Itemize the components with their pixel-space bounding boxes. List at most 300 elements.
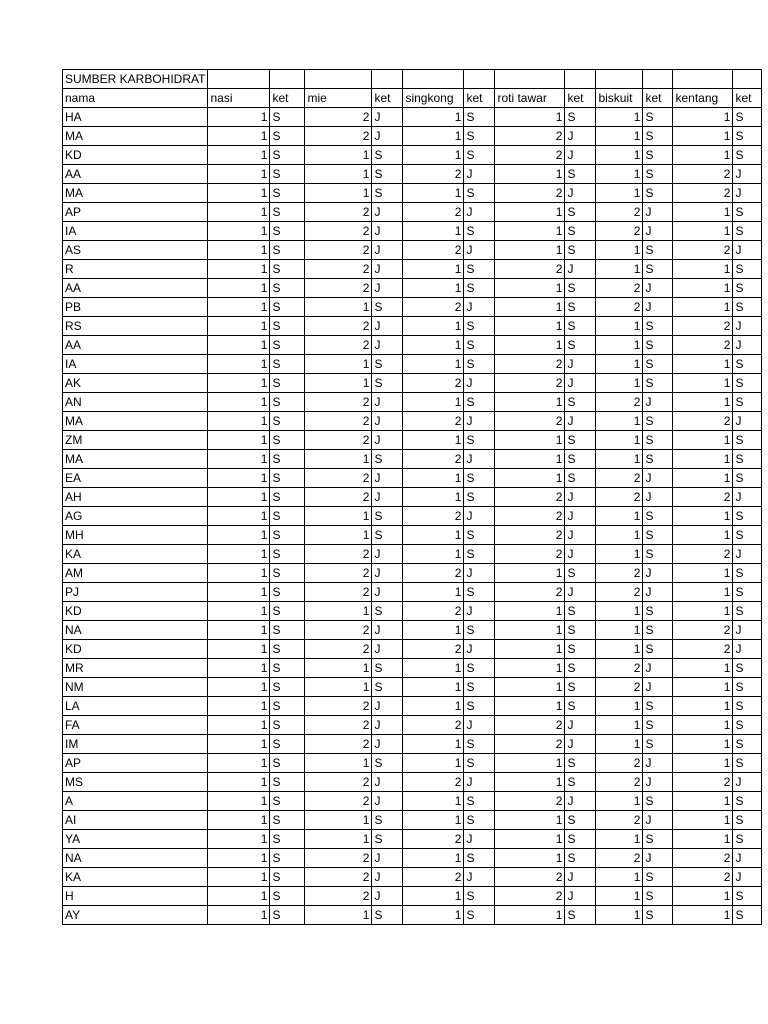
table-cell[interactable]: S	[464, 526, 495, 545]
table-cell[interactable]: S	[733, 279, 762, 298]
table-cell[interactable]: 2	[305, 640, 372, 659]
table-cell[interactable]: 2	[305, 431, 372, 450]
table-cell[interactable]: S	[733, 146, 762, 165]
table-cell[interactable]: 1	[596, 887, 643, 906]
table-cell[interactable]: S	[643, 336, 673, 355]
table-cell[interactable]: 2	[305, 241, 372, 260]
table-cell[interactable]: J	[464, 716, 495, 735]
table-cell[interactable]: 1	[596, 602, 643, 621]
table-cell[interactable]: 2	[305, 792, 372, 811]
table-cell[interactable]: S	[372, 165, 403, 184]
table-cell[interactable]: AG	[63, 507, 208, 526]
table-cell[interactable]: 1	[673, 203, 733, 222]
table-cell[interactable]: 1	[673, 716, 733, 735]
table-cell[interactable]: AN	[63, 393, 208, 412]
table-cell[interactable]: J	[733, 640, 762, 659]
table-cell[interactable]: J	[643, 279, 673, 298]
table-cell[interactable]: J	[565, 735, 596, 754]
table-cell[interactable]: 1	[596, 165, 643, 184]
table-cell[interactable]: AA	[63, 165, 208, 184]
table-cell[interactable]: 1	[495, 906, 565, 925]
table-cell[interactable]: IM	[63, 735, 208, 754]
table-cell[interactable]: 1	[596, 640, 643, 659]
table-cell[interactable]: S	[565, 469, 596, 488]
table-cell[interactable]: J	[565, 146, 596, 165]
table-cell[interactable]: 1	[208, 374, 270, 393]
table-cell[interactable]: AP	[63, 203, 208, 222]
table-cell[interactable]: 1	[495, 564, 565, 583]
table-cell[interactable]: 1	[673, 298, 733, 317]
table-cell[interactable]: 1	[403, 260, 464, 279]
table-cell[interactable]: S	[372, 811, 403, 830]
empty-cell[interactable]	[733, 70, 762, 89]
table-cell[interactable]: AK	[63, 374, 208, 393]
table-cell[interactable]: J	[372, 640, 403, 659]
table-cell[interactable]: 2	[305, 203, 372, 222]
table-cell[interactable]: 1	[305, 184, 372, 203]
table-cell[interactable]: 2	[673, 317, 733, 336]
table-cell[interactable]: 2	[305, 887, 372, 906]
table-cell[interactable]: S	[733, 659, 762, 678]
table-cell[interactable]: S	[270, 469, 305, 488]
table-cell[interactable]: 1	[596, 184, 643, 203]
table-cell[interactable]: AY	[63, 906, 208, 925]
table-cell[interactable]: S	[270, 507, 305, 526]
table-cell[interactable]: HA	[63, 108, 208, 127]
table-cell[interactable]: 1	[403, 393, 464, 412]
table-cell[interactable]: 1	[208, 317, 270, 336]
table-cell[interactable]: J	[372, 792, 403, 811]
table-cell[interactable]: S	[565, 697, 596, 716]
table-cell[interactable]: S	[565, 849, 596, 868]
empty-cell[interactable]	[495, 70, 565, 89]
table-cell[interactable]: S	[464, 849, 495, 868]
table-cell[interactable]: S	[643, 146, 673, 165]
table-cell[interactable]: 1	[495, 659, 565, 678]
table-cell[interactable]: J	[643, 811, 673, 830]
table-cell[interactable]: J	[372, 887, 403, 906]
table-cell[interactable]: 1	[208, 260, 270, 279]
table-cell[interactable]: 2	[495, 583, 565, 602]
table-cell[interactable]: 1	[495, 393, 565, 412]
table-cell[interactable]: 2	[305, 849, 372, 868]
table-cell[interactable]: S	[270, 488, 305, 507]
table-cell[interactable]: S	[270, 412, 305, 431]
table-cell[interactable]: 1	[495, 431, 565, 450]
table-cell[interactable]: S	[565, 279, 596, 298]
table-cell[interactable]: S	[372, 526, 403, 545]
table-cell[interactable]: J	[464, 412, 495, 431]
table-cell[interactable]: 1	[596, 830, 643, 849]
table-cell[interactable]: 1	[673, 735, 733, 754]
table-cell[interactable]: S	[464, 469, 495, 488]
table-cell[interactable]: 1	[403, 222, 464, 241]
table-cell[interactable]: 1	[208, 488, 270, 507]
table-cell[interactable]: 1	[495, 450, 565, 469]
table-cell[interactable]: S	[372, 678, 403, 697]
table-cell[interactable]: 1	[673, 659, 733, 678]
table-cell[interactable]: S	[464, 887, 495, 906]
table-cell[interactable]: 2	[403, 507, 464, 526]
table-cell[interactable]: 2	[495, 735, 565, 754]
table-cell[interactable]: 2	[305, 716, 372, 735]
table-cell[interactable]: 2	[673, 165, 733, 184]
table-cell[interactable]: S	[733, 830, 762, 849]
table-cell[interactable]: S	[643, 792, 673, 811]
empty-cell[interactable]	[464, 70, 495, 89]
table-cell[interactable]: J	[372, 127, 403, 146]
table-cell[interactable]: NA	[63, 849, 208, 868]
table-cell[interactable]: 2	[305, 583, 372, 602]
table-cell[interactable]: 1	[208, 564, 270, 583]
table-cell[interactable]: 1	[403, 146, 464, 165]
table-cell[interactable]: 2	[673, 868, 733, 887]
table-cell[interactable]: 1	[403, 108, 464, 127]
table-cell[interactable]: S	[565, 241, 596, 260]
table-cell[interactable]: J	[372, 279, 403, 298]
table-cell[interactable]: 1	[305, 450, 372, 469]
table-cell[interactable]: 1	[495, 165, 565, 184]
table-cell[interactable]: 1	[403, 659, 464, 678]
table-cell[interactable]: 1	[403, 849, 464, 868]
table-cell[interactable]: 2	[673, 488, 733, 507]
table-cell[interactable]: S	[270, 355, 305, 374]
table-cell[interactable]: S	[643, 640, 673, 659]
table-cell[interactable]: 1	[673, 507, 733, 526]
table-cell[interactable]: S	[643, 697, 673, 716]
table-cell[interactable]: 1	[673, 754, 733, 773]
table-cell[interactable]: S	[270, 906, 305, 925]
table-cell[interactable]: S	[733, 127, 762, 146]
table-cell[interactable]: S	[565, 222, 596, 241]
table-cell[interactable]: 1	[495, 317, 565, 336]
table-cell[interactable]: 1	[495, 241, 565, 260]
table-cell[interactable]: 2	[673, 621, 733, 640]
table-cell[interactable]: 1	[208, 545, 270, 564]
header-cell-nasi[interactable]: nasi	[208, 89, 270, 108]
table-cell[interactable]: S	[565, 450, 596, 469]
table-cell[interactable]: S	[270, 298, 305, 317]
table-cell[interactable]: S	[270, 108, 305, 127]
table-cell[interactable]: J	[565, 355, 596, 374]
table-cell[interactable]: 2	[305, 222, 372, 241]
empty-cell[interactable]	[270, 70, 305, 89]
table-cell[interactable]: 2	[305, 773, 372, 792]
table-cell[interactable]: S	[733, 355, 762, 374]
table-cell[interactable]: PJ	[63, 583, 208, 602]
table-cell[interactable]: 2	[403, 602, 464, 621]
table-cell[interactable]: S	[270, 374, 305, 393]
table-cell[interactable]: S	[643, 526, 673, 545]
table-cell[interactable]: J	[372, 393, 403, 412]
table-cell[interactable]: 1	[208, 697, 270, 716]
table-cell[interactable]: S	[733, 735, 762, 754]
table-cell[interactable]: S	[643, 830, 673, 849]
table-cell[interactable]: H	[63, 887, 208, 906]
table-cell[interactable]: 1	[208, 773, 270, 792]
table-cell[interactable]: S	[565, 640, 596, 659]
table-cell[interactable]: J	[733, 868, 762, 887]
table-cell[interactable]: 1	[208, 678, 270, 697]
table-cell[interactable]: S	[464, 906, 495, 925]
header-cell-ket[interactable]: ket	[565, 89, 596, 108]
table-cell[interactable]: 1	[673, 146, 733, 165]
table-cell[interactable]: S	[464, 260, 495, 279]
table-cell[interactable]: S	[643, 184, 673, 203]
table-cell[interactable]: S	[733, 754, 762, 773]
table-cell[interactable]: 1	[596, 108, 643, 127]
table-cell[interactable]: J	[565, 868, 596, 887]
table-cell[interactable]: 1	[596, 735, 643, 754]
table-cell[interactable]: 1	[673, 697, 733, 716]
table-cell[interactable]: AI	[63, 811, 208, 830]
table-cell[interactable]: 1	[208, 716, 270, 735]
table-cell[interactable]: S	[565, 906, 596, 925]
empty-cell[interactable]	[208, 70, 270, 89]
table-cell[interactable]: 1	[495, 602, 565, 621]
table-cell[interactable]: 1	[495, 222, 565, 241]
table-cell[interactable]: S	[372, 659, 403, 678]
table-cell[interactable]: 1	[403, 811, 464, 830]
table-cell[interactable]: J	[372, 336, 403, 355]
table-cell[interactable]: S	[270, 887, 305, 906]
table-cell[interactable]: 2	[403, 868, 464, 887]
table-cell[interactable]: S	[270, 849, 305, 868]
table-cell[interactable]: 2	[596, 773, 643, 792]
table-cell[interactable]: 2	[305, 621, 372, 640]
table-cell[interactable]: S	[372, 450, 403, 469]
table-cell[interactable]: FA	[63, 716, 208, 735]
header-cell-ket[interactable]: ket	[464, 89, 495, 108]
table-cell[interactable]: 2	[673, 849, 733, 868]
table-cell[interactable]: S	[733, 203, 762, 222]
table-cell[interactable]: S	[464, 678, 495, 697]
table-cell[interactable]: J	[643, 469, 673, 488]
table-cell[interactable]: KA	[63, 545, 208, 564]
table-cell[interactable]: S	[733, 583, 762, 602]
table-cell[interactable]: 2	[305, 260, 372, 279]
table-cell[interactable]: 1	[208, 146, 270, 165]
table-cell[interactable]: NA	[63, 621, 208, 640]
table-cell[interactable]: 1	[403, 906, 464, 925]
table-cell[interactable]: 1	[673, 830, 733, 849]
table-cell[interactable]: 1	[208, 868, 270, 887]
header-cell-nama[interactable]: nama	[63, 89, 208, 108]
table-cell[interactable]: 1	[305, 165, 372, 184]
empty-cell[interactable]	[565, 70, 596, 89]
table-cell[interactable]: 1	[673, 792, 733, 811]
table-cell[interactable]: S	[733, 678, 762, 697]
table-cell[interactable]: J	[464, 241, 495, 260]
table-cell[interactable]: MR	[63, 659, 208, 678]
table-cell[interactable]: 2	[305, 336, 372, 355]
table-cell[interactable]: 1	[495, 469, 565, 488]
table-cell[interactable]: 1	[673, 431, 733, 450]
table-cell[interactable]: J	[643, 488, 673, 507]
table-cell[interactable]: 1	[495, 754, 565, 773]
table-cell[interactable]: 1	[208, 203, 270, 222]
table-cell[interactable]: 1	[403, 621, 464, 640]
table-cell[interactable]: S	[733, 222, 762, 241]
table-cell[interactable]: J	[464, 602, 495, 621]
table-cell[interactable]: J	[643, 678, 673, 697]
table-cell[interactable]: J	[372, 222, 403, 241]
table-cell[interactable]: S	[733, 393, 762, 412]
table-cell[interactable]: 2	[305, 488, 372, 507]
table-cell[interactable]: 2	[673, 412, 733, 431]
table-cell[interactable]: J	[733, 545, 762, 564]
table-cell[interactable]: S	[565, 773, 596, 792]
table-cell[interactable]: 1	[495, 678, 565, 697]
table-cell[interactable]: 1	[403, 355, 464, 374]
table-cell[interactable]: 1	[208, 279, 270, 298]
table-cell[interactable]: J	[464, 564, 495, 583]
table-cell[interactable]: 1	[208, 507, 270, 526]
table-cell[interactable]: 2	[596, 222, 643, 241]
table-cell[interactable]: S	[733, 431, 762, 450]
table-cell[interactable]: J	[733, 488, 762, 507]
empty-cell[interactable]	[673, 70, 733, 89]
header-cell-biskuit[interactable]: biskuit	[596, 89, 643, 108]
table-cell[interactable]: J	[565, 488, 596, 507]
table-cell[interactable]: AA	[63, 336, 208, 355]
table-cell[interactable]: S	[565, 754, 596, 773]
table-cell[interactable]: S	[464, 754, 495, 773]
table-cell[interactable]: 1	[495, 697, 565, 716]
table-cell[interactable]: 1	[596, 355, 643, 374]
table-cell[interactable]: S	[565, 678, 596, 697]
table-cell[interactable]: 1	[673, 222, 733, 241]
table-cell[interactable]: J	[733, 336, 762, 355]
table-cell[interactable]: 1	[208, 849, 270, 868]
table-cell[interactable]: S	[270, 830, 305, 849]
table-cell[interactable]: 1	[208, 602, 270, 621]
table-cell[interactable]: KD	[63, 146, 208, 165]
table-cell[interactable]: S	[565, 659, 596, 678]
table-cell[interactable]: 1	[495, 108, 565, 127]
table-cell[interactable]: 2	[673, 184, 733, 203]
table-cell[interactable]: 1	[305, 298, 372, 317]
table-cell[interactable]: J	[565, 127, 596, 146]
table-cell[interactable]: RS	[63, 317, 208, 336]
table-cell[interactable]: 1	[596, 374, 643, 393]
table-cell[interactable]: J	[464, 640, 495, 659]
table-cell[interactable]: 2	[403, 374, 464, 393]
table-cell[interactable]: 2	[305, 393, 372, 412]
table-cell[interactable]: S	[565, 431, 596, 450]
table-cell[interactable]: 2	[495, 374, 565, 393]
table-cell[interactable]: 1	[403, 583, 464, 602]
table-cell[interactable]: S	[270, 431, 305, 450]
table-cell[interactable]: J	[733, 412, 762, 431]
table-cell[interactable]: 2	[495, 127, 565, 146]
table-cell[interactable]: S	[565, 602, 596, 621]
table-cell[interactable]: 1	[208, 184, 270, 203]
table-cell[interactable]: J	[643, 222, 673, 241]
table-cell[interactable]: S	[464, 621, 495, 640]
table-cell[interactable]: 1	[673, 279, 733, 298]
table-cell[interactable]: J	[372, 773, 403, 792]
table-cell[interactable]: 1	[208, 887, 270, 906]
table-cell[interactable]: 1	[208, 431, 270, 450]
table-cell[interactable]: 2	[305, 127, 372, 146]
table-cell[interactable]: 1	[596, 697, 643, 716]
table-cell[interactable]: 1	[673, 469, 733, 488]
table-cell[interactable]: J	[372, 260, 403, 279]
table-cell[interactable]: 2	[403, 640, 464, 659]
sheet-title[interactable]: SUMBER KARBOHIDRAT	[63, 70, 208, 89]
table-cell[interactable]: 2	[596, 469, 643, 488]
table-cell[interactable]: S	[270, 659, 305, 678]
table-cell[interactable]: KD	[63, 602, 208, 621]
table-cell[interactable]: 2	[596, 298, 643, 317]
table-cell[interactable]: S	[643, 374, 673, 393]
table-cell[interactable]: 2	[403, 203, 464, 222]
table-cell[interactable]: 1	[403, 678, 464, 697]
table-cell[interactable]: S	[464, 488, 495, 507]
table-cell[interactable]: S	[270, 564, 305, 583]
table-cell[interactable]: 2	[596, 811, 643, 830]
table-cell[interactable]: 1	[403, 488, 464, 507]
table-cell[interactable]: 1	[403, 754, 464, 773]
table-cell[interactable]: S	[464, 127, 495, 146]
table-cell[interactable]: 2	[403, 412, 464, 431]
table-cell[interactable]: AS	[63, 241, 208, 260]
table-cell[interactable]: S	[733, 260, 762, 279]
table-cell[interactable]: 1	[403, 545, 464, 564]
table-cell[interactable]: J	[464, 773, 495, 792]
table-cell[interactable]: S	[270, 260, 305, 279]
table-cell[interactable]: 1	[596, 507, 643, 526]
table-cell[interactable]: J	[372, 545, 403, 564]
table-cell[interactable]: J	[372, 621, 403, 640]
table-cell[interactable]: J	[733, 621, 762, 640]
table-cell[interactable]: 1	[305, 659, 372, 678]
table-cell[interactable]: J	[643, 849, 673, 868]
table-cell[interactable]: J	[372, 583, 403, 602]
table-cell[interactable]: 2	[495, 887, 565, 906]
table-cell[interactable]: AA	[63, 279, 208, 298]
table-cell[interactable]: 1	[673, 393, 733, 412]
table-cell[interactable]: 1	[305, 507, 372, 526]
table-cell[interactable]: 1	[495, 811, 565, 830]
table-cell[interactable]: 2	[403, 564, 464, 583]
table-cell[interactable]: 1	[208, 640, 270, 659]
table-cell[interactable]: 1	[208, 127, 270, 146]
table-cell[interactable]: S	[270, 811, 305, 830]
table-cell[interactable]: 2	[596, 849, 643, 868]
table-cell[interactable]: S	[372, 602, 403, 621]
table-cell[interactable]: S	[565, 811, 596, 830]
table-cell[interactable]: 1	[495, 298, 565, 317]
table-cell[interactable]: S	[643, 545, 673, 564]
table-cell[interactable]: S	[464, 393, 495, 412]
table-cell[interactable]: J	[733, 184, 762, 203]
table-cell[interactable]: 2	[403, 773, 464, 792]
table-cell[interactable]: 2	[673, 241, 733, 260]
table-cell[interactable]: S	[565, 165, 596, 184]
table-cell[interactable]: S	[733, 450, 762, 469]
table-cell[interactable]: S	[565, 317, 596, 336]
table-cell[interactable]: S	[270, 640, 305, 659]
table-cell[interactable]: 1	[208, 241, 270, 260]
table-cell[interactable]: S	[270, 146, 305, 165]
table-cell[interactable]: 2	[673, 545, 733, 564]
table-cell[interactable]: 1	[495, 279, 565, 298]
table-cell[interactable]: 1	[208, 830, 270, 849]
table-cell[interactable]: EA	[63, 469, 208, 488]
table-cell[interactable]: S	[565, 830, 596, 849]
